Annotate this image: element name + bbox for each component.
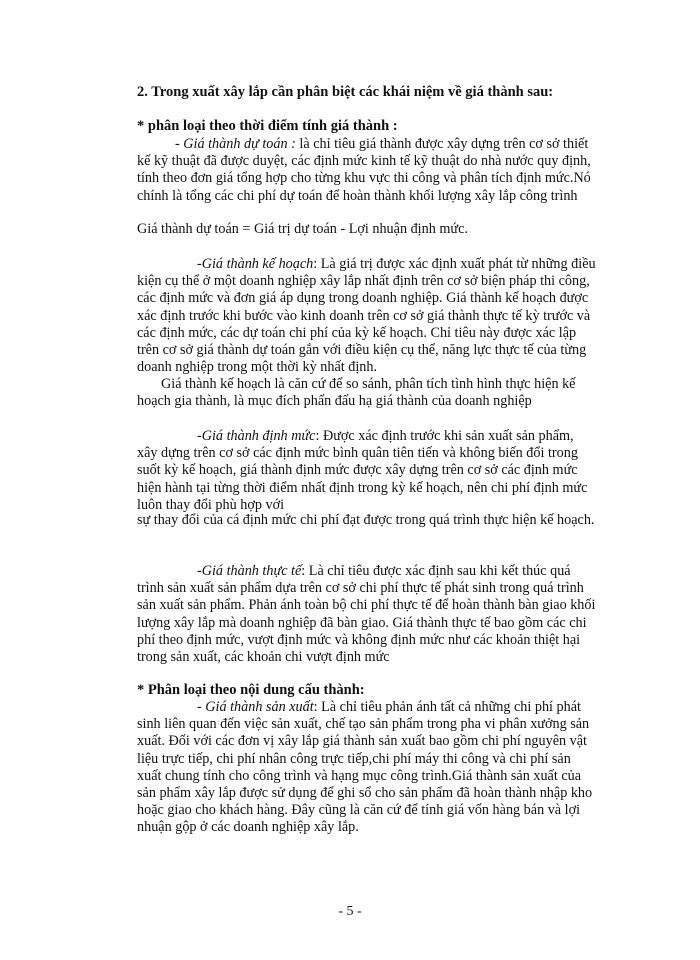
subsection-title-time: * phân loại theo thời điểm tính giá thành : (137, 118, 398, 134)
term-thuc-te: Giá thành thực tế (201, 563, 302, 579)
text-du-toan: là chỉ tiêu giá thành được xây dựng trên cơ sở thiết kế kỹ thuật đã được duyệt, các định mức kinh tế kỹ thuật do nhà nước quy định, tính theo đơn giá tổng hợp cho từng khu vực thi công và phân tích định mức.Nó chính là tổng các chi phí dự toán để hoàn thành khối lượng xây lắp công trình (137, 136, 591, 204)
paragraph-san-xuat (137, 699, 597, 837)
page-number: - 5 - (338, 904, 362, 919)
text-dinh-muc: : Được xác định trước khi sản xuất sản phẩm, xây dựng trên cơ sở các định mức bình quân tiên tiến và không biến đổi trong suốt kỳ kế hoạch, giá thành định mức được xây dựng trên cơ sở các định mức hiện hành tại từng thời điểm nhất định trong kỳ kế hoạch, nên chi phí định mức luôn thay đổi phù hợp với (137, 428, 588, 513)
formula-du-toan: Giá thành dự toán = Giá trị dự toán - Lợi nhuận định mức. (137, 221, 468, 237)
dash: - (197, 699, 206, 715)
paragraph-thuc-te (137, 563, 597, 666)
paragraph-ke-hoach (137, 256, 597, 376)
text-san-xuat: : Là chỉ tiêu phản ánh tất cả những chi phí phát sinh liên quan đến việc sản xuất, chế tạo sản phẩm trong pha vi phân xưởng sản xuất. Đối với các đơn vị xây lắp giá thành sản xuất bao gồm chi phí nguyên vật liệu trực tiếp, chi phí nhân công trực tiếp,chi phí máy thi công và chi phí sản xuất chung tính cho công trình và hạng mục công trình.Giá thành sản xuất của sản phẩm xây lắp được sử dụng để ghi sổ cho sản phẩm đã hoàn thành nhập kho hoặc giao cho khách hàng. Đây cũng là căn cứ để tính giá vốn hàng bán và lợi nhuận gộp ở các doanh nghiệp xây lắp. (137, 699, 593, 836)
term-ke-hoach: Giá thành kế hoạch (201, 256, 314, 272)
subsection-title-content: * Phân loại theo nội dung cấu thành: (137, 682, 365, 698)
paragraph-du-toan (137, 136, 597, 205)
paragraph-ke-hoach-note: Giá thành kế hoạch là căn cứ để so sánh, phân tích tình hình thực hiện kế hoạch gia thành, là mục đích phấn đấu hạ giá thành của doanh nghiệp (137, 376, 576, 410)
text-ke-hoach: : Là giá trị được xác định xuất phát từ những điều kiện cụ thể ở một doanh nghiệp xây lắp nhất định trên cơ sở biện pháp thi công, các định mức và đơn giá áp dụng trong doanh nghiệp. Giá thành kế hoạch được xác định trước khi bước vào kinh doanh trên cơ sở giá thành thực tế kỳ trước và các định mức, các dự toán chi phí của kỳ kế hoạch. Chỉ tiêu này được xác lập trên cơ sở giá thành dự toán gắn với điều kiện cụ thể, năng lực thực tế của từng doanh nghiệp trong một thời kỳ nhất định. (137, 256, 596, 376)
paragraph-dinh-muc-cont: sự thay đổi của cá định mức chi phí đạt được trong quá trình thực hiện kế hoạch. (137, 512, 595, 528)
dash: - (175, 136, 184, 152)
dash: - (197, 428, 202, 444)
text-thuc-te: : Là chỉ tiêu được xác định sau khi kết thúc quá trình sản xuất sản phẩm dựa trên cơ sở chi phí thực tế phát sinh trong quá trình sản xuất sản phẩm. Phản ánh toàn bộ chi phí thực tế để hoàn thành bàn giao khối lượng xây lắp mà doanh nghiệp đã bàn giao. Giá thành thực tế bao gồm các chi phí theo định mức, vượt định mức và không định mức như các khoản thiệt hại trong sản xuất, các khoản chi vượt định mức (137, 563, 596, 666)
term-san-xuat: Giá thành sản xuất (205, 699, 314, 715)
paragraph-dinh-muc (137, 428, 597, 514)
dash: - (197, 256, 202, 272)
section-title: 2. Trong xuất xây lắp cần phân biệt các khái niệm về giá thành sau: (137, 84, 554, 100)
dash: - (197, 563, 202, 579)
term-du-toan: Giá thành dự toán : (183, 136, 296, 152)
term-dinh-muc: Giá thành định mức (201, 428, 316, 444)
